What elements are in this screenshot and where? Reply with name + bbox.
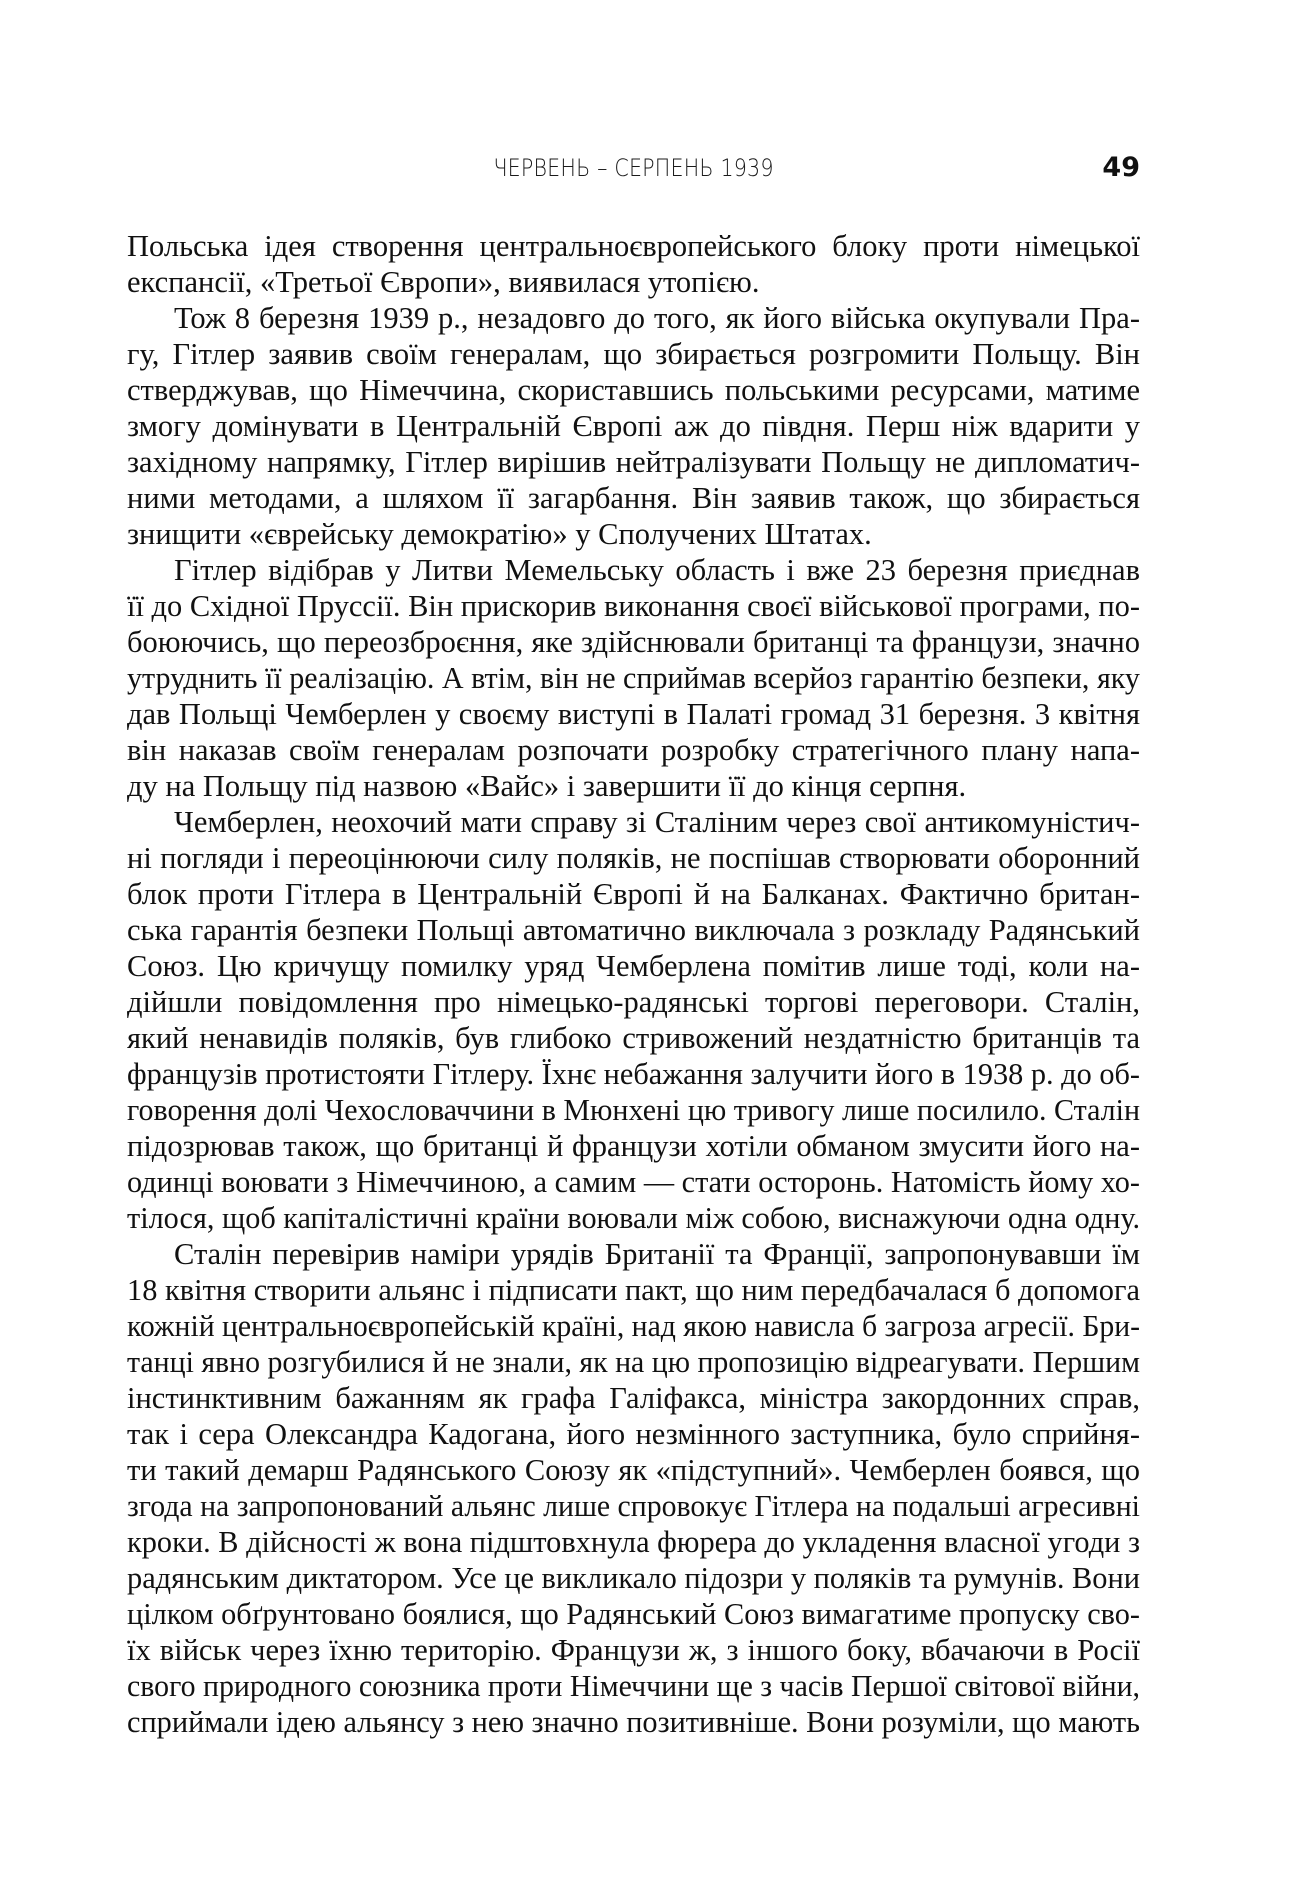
text-line: інстинктивним бажанням як графа Галіфакса, міністра закордонних справ, xyxy=(127,1381,1140,1415)
text-line: цілком обґрунтовано боялися, що Радянський Союз вимагатиме пропуску сво- xyxy=(127,1597,1140,1631)
body-text xyxy=(127,228,1140,1740)
text-line: змогу домінувати в Центральній Європі аж до півдня. Перш ніж вдарити у xyxy=(127,409,1140,443)
text-line: Тож 8 березня 1939 р., незадовго до того, як його війська окупували Пра- xyxy=(174,301,1140,335)
text-line: їх військ через їхню територію. Французи ж, з іншого боку, вбачаючи в Росії xyxy=(127,1633,1140,1667)
text-line: говорення долі Чехословаччини в Мюнхені цю тривогу лише посилило. Сталін xyxy=(127,1093,1140,1127)
text-line: блок проти Гітлера в Центральній Європі й на Балканах. Фактично британ- xyxy=(127,877,1140,911)
text-line: Сталін перевірив наміри урядів Британії та Франції, запропонувавши їм xyxy=(174,1237,1140,1271)
text-line: Гітлер відібрав у Литви Мемельську область і вже 23 березня приєднав xyxy=(174,553,1140,587)
text-line: французів протистояти Гітлеру. Їхнє небажання залучити його в 1938 р. до об- xyxy=(127,1057,1141,1091)
text-line: Союз. Цю кричущу помилку уряд Чемберлена помітив лише тоді, коли на- xyxy=(127,949,1140,983)
text-line: дійшли повідомлення про німецько-радянські торгові переговори. Сталін, xyxy=(127,985,1140,1019)
text-line: стверджував, що Німеччина, скориставшись польськими ресурсами, матиме xyxy=(127,373,1140,407)
text-line: підозрював також, що британці й французи хотіли обманом змусити його на- xyxy=(127,1129,1140,1163)
text-line: згода на запропонований альянс лише спровокує Гітлера на подальші агресивні xyxy=(127,1489,1140,1523)
text-line: танці явно розгубилися й не знали, як на цю пропозицію відреагувати. Першим xyxy=(127,1345,1141,1379)
text-line: ська гарантія безпеки Польщі автоматично виключала з розкладу Радянський xyxy=(127,913,1140,947)
text-line: Польська ідея створення центральноєвропейського блоку проти німецької xyxy=(127,229,1140,263)
text-line: ними методами, а шляхом її загарбання. Він заявив також, що збирається xyxy=(127,481,1140,515)
text-line: свого природного союзника проти Німеччини ще з часів Першої світової війни, xyxy=(127,1669,1141,1703)
text-line: який ненавидів поляків, був глибоко стривожений нездатністю британців та xyxy=(127,1021,1140,1055)
text-line: західному напрямку, Гітлер вирішив нейтралізувати Польщу не дипломатич- xyxy=(127,445,1140,479)
text-line: Чемберлен, неохочий мати справу зі Сталіним через свої антикомуністич- xyxy=(174,805,1140,839)
text-line: кроки. В дійсності ж вона підштовхнула фюрера до укладення власної угоди з xyxy=(127,1525,1140,1559)
text-line: одинці воювати з Німеччиною, а самим — стати осторонь. Натомість йому хо- xyxy=(127,1165,1140,1199)
text-line: її до Східної Пруссії. Він прискорив виконання своєї військової програми, по- xyxy=(127,589,1141,623)
text-line: кожній центральноєвропейській країні, над якою нависла б загроза агресії. Бри- xyxy=(127,1309,1141,1343)
page-number: 49 xyxy=(1102,152,1140,183)
text-line: 18 квітня створити альянс і підписати пакт, що ним передбачалася б допомога xyxy=(127,1273,1140,1307)
text-line: утруднить її реалізацію. А втім, він не сприймав всерйоз гарантію безпеки, яку xyxy=(127,661,1140,695)
text-line: тілося, щоб капіталістичні країни воювали між собою, виснажуючи одна одну. xyxy=(127,1201,1141,1235)
running-title: ЧЕРВЕНЬ – СЕРПЕНЬ 1939 xyxy=(493,154,774,182)
text-line: ду на Польщу під назвою «Вайс» і завершити її до кінця серпня. xyxy=(127,769,967,803)
text-line: він наказав своїм генералам розпочати розробку стратегічного плану напа- xyxy=(127,733,1140,767)
text-line: сприймали ідею альянсу з нею значно позитивніше. Вони розуміли, що мають xyxy=(127,1705,1140,1739)
text-line: ні погляди і переоцінюючи силу поляків, не поспішав створювати оборонний xyxy=(127,841,1140,875)
text-line: гу, Гітлер заявив своїм генералам, що збирається розгромити Польщу. Він xyxy=(127,337,1140,371)
text-line: експансії, «Третьої Європи», виявилася утопією. xyxy=(127,265,760,299)
text-line: радянським диктатором. Усе це викликало підозри у поляків та румунів. Вони xyxy=(127,1561,1141,1595)
text-line: знищити «єврейську демократію» у Сполучених Штатах. xyxy=(127,517,872,551)
running-head xyxy=(127,150,1140,186)
text-line: дав Польщі Чемберлен у своєму виступі в Палаті громад 31 березня. 3 квітня xyxy=(127,697,1140,731)
text-line: боюючись, що переозброєння, яке здійснювали британці та французи, значно xyxy=(127,625,1140,659)
text-line: так і сера Олександра Кадогана, його незмінного заступника, було сприйня- xyxy=(127,1417,1140,1451)
text-line: ти такий демарш Радянського Союзу як «підступний». Чемберлен боявся, що xyxy=(127,1453,1140,1487)
